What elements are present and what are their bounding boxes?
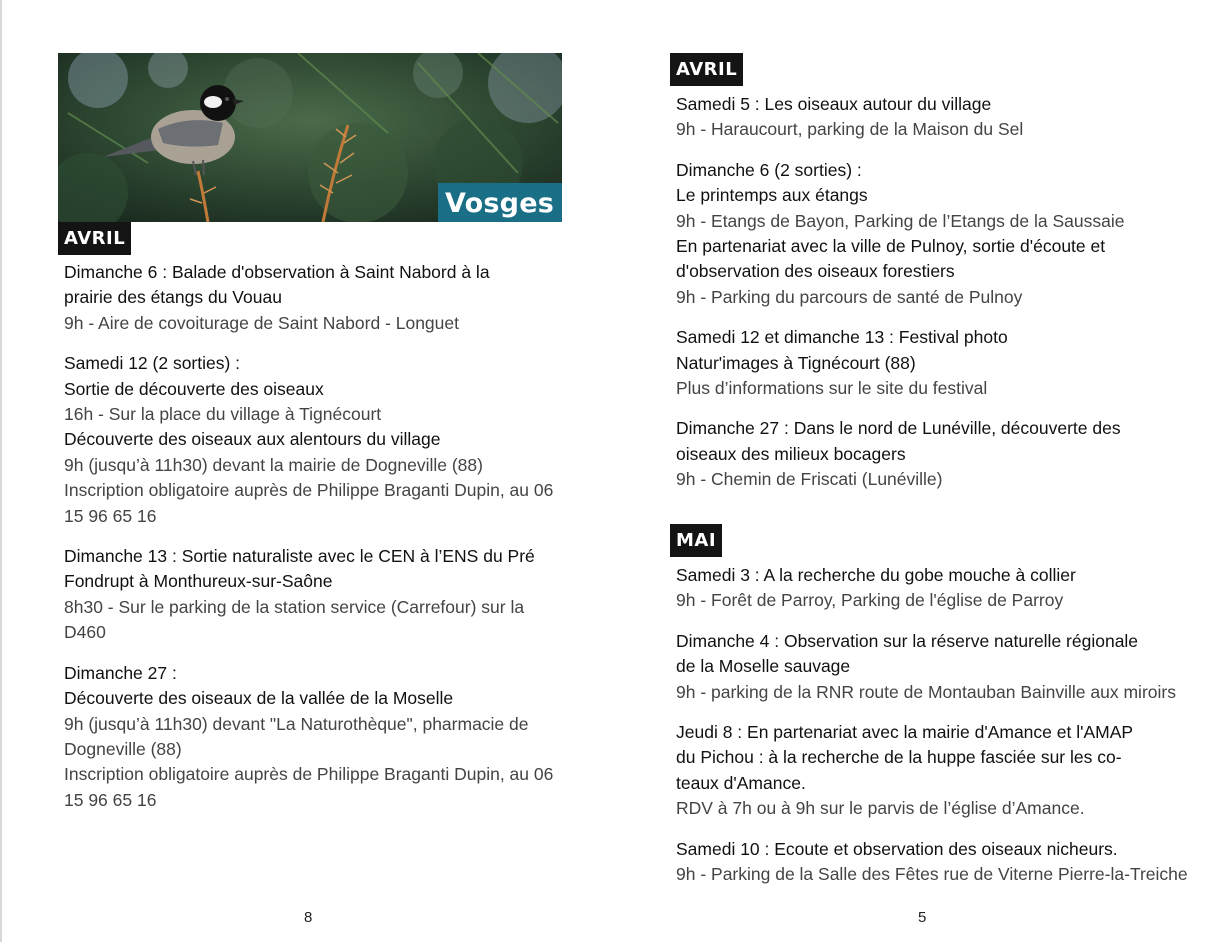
event-title-line: Dimanche 4 : Observation sur la réserve naturelle régionale xyxy=(676,630,1139,651)
event-title-line: Dimanche 6 : Balade d'observation à Saint Nabord à la xyxy=(64,262,490,282)
event-detail-line: 9h (jusqu’à 11h30) devant la mairie de Dogneville (88) xyxy=(64,454,483,475)
event-title-line: Dimanche 27 : Dans le nord de Lunéville, découverte des xyxy=(676,418,1121,439)
event-detail-line: RDV à 7h ou à 9h sur le parvis de l’église d’Amance. xyxy=(676,798,1085,819)
event-item xyxy=(64,661,554,813)
event-detail-line: 9h - parking de la RNR route de Montauban Bainville aux miroirs xyxy=(676,681,1176,702)
region-label: Vosges xyxy=(438,183,562,222)
event-detail-line: 9h - Etangs de Bayon, Parking de l’Etangs de la Saussaie xyxy=(676,210,1125,231)
event-title-line: teaux d'Amance. xyxy=(676,772,806,793)
event-item xyxy=(676,416,1196,492)
event-title-line: Le printemps aux étangs xyxy=(676,185,868,206)
event-detail-line: 9h - Parking de la Salle des Fêtes rue de Viterne Pierre-la-Treiche xyxy=(676,864,1188,885)
event-item xyxy=(676,325,1196,401)
event-item xyxy=(64,260,554,336)
month-badge-mai: MAI xyxy=(670,524,722,557)
event-title-line: Samedi 12 et dimanche 13 : Festival photo xyxy=(676,327,1008,348)
event-detail-line: 15 96 65 16 xyxy=(64,789,157,810)
event-item xyxy=(676,92,1196,143)
page-number-left: 8 xyxy=(304,909,313,926)
event-title-line: Découverte des oiseaux de la vallée de la Moselle xyxy=(64,688,454,709)
event-detail-line: 9h (jusqu’à 11h30) devant "La Naturothèque", pharmacie de xyxy=(64,713,529,734)
event-detail-line: Inscription obligatoire auprès de Philippe Braganti Dupin, au 06 xyxy=(64,480,554,501)
mai-events-list xyxy=(676,563,1206,902)
avril-events-list xyxy=(676,92,1196,508)
event-title-line: Fondrupt à Monthureux-sur-Saône xyxy=(64,571,333,592)
event-title-line: oiseaux des milieux bocagers xyxy=(676,443,906,464)
event-title-line: Dimanche 27 : xyxy=(64,662,177,683)
event-detail-line: 15 96 65 16 xyxy=(64,505,157,526)
event-title-line: Samedi 3 : A la recherche du gobe mouche à collier xyxy=(676,565,1076,585)
month-badge-avril: AVRIL xyxy=(670,53,743,86)
event-title-line: Dimanche 13 : Sortie naturaliste avec le CEN à l’ENS du Pré xyxy=(64,546,535,567)
left-events-list xyxy=(64,260,554,828)
event-item xyxy=(64,351,554,529)
event-title-line: Samedi 10 : Ecoute et observation des oiseaux nicheurs. xyxy=(676,838,1118,859)
event-item xyxy=(676,158,1196,310)
bird-photo xyxy=(58,53,562,222)
event-item xyxy=(64,544,554,646)
event-title-line: du Pichou : à la recherche de la huppe fasciée sur les co- xyxy=(676,747,1122,768)
event-detail-line: Plus d’informations sur le site du festival xyxy=(676,378,988,399)
page-number-right: 5 xyxy=(918,909,927,926)
event-item xyxy=(676,837,1206,888)
event-title-line: Natur'images à Tignécourt (88) xyxy=(676,352,916,373)
event-item xyxy=(676,629,1206,705)
event-title-line: Dimanche 6 (2 sorties) : xyxy=(676,159,862,180)
event-title-line: En partenariat avec la ville de Pulnoy, sortie d'écoute et xyxy=(676,236,1106,257)
event-title-line: Jeudi 8 : En partenariat avec la mairie d'Amance et l'AMAP xyxy=(676,722,1134,743)
event-title-line: Samedi 5 : Les oiseaux autour du village xyxy=(676,94,992,114)
event-title-line: de la Moselle sauvage xyxy=(676,656,851,677)
event-item xyxy=(676,563,1206,614)
right-page xyxy=(614,0,1227,942)
event-title-line: Découverte des oiseaux aux alentours du village xyxy=(64,429,441,450)
event-detail-line: 9h - Parking du parcours de santé de Pulnoy xyxy=(676,286,1023,307)
event-title-line: d'observation des oiseaux forestiers xyxy=(676,261,955,282)
month-badge-avril: AVRIL xyxy=(58,222,131,255)
event-detail-line: 9h - Chemin de Friscati (Lunéville) xyxy=(676,469,943,490)
event-detail-line: Inscription obligatoire auprès de Philippe Braganti Dupin, au 06 xyxy=(64,764,554,785)
event-detail-line: Dogneville (88) xyxy=(64,738,182,759)
event-item xyxy=(676,720,1206,822)
event-detail-line: 9h - Haraucourt, parking de la Maison du Sel xyxy=(676,119,1024,140)
event-title-line: Sortie de découverte des oiseaux xyxy=(64,378,324,399)
event-detail-line: D460 xyxy=(64,622,106,643)
event-detail-line: 9h - Aire de covoiturage de Saint Nabord - Longuet xyxy=(64,312,459,333)
event-detail-line: 9h - Forêt de Parroy, Parking de l'église de Parroy xyxy=(676,590,1064,611)
event-title-line: prairie des étangs du Vouau xyxy=(64,287,282,308)
event-title-line: Samedi 12 (2 sorties) : xyxy=(64,353,241,374)
event-detail-line: 8h30 - Sur le parking de la station service (Carrefour) sur la xyxy=(64,596,525,617)
event-detail-line: 16h - Sur la place du village à Tignécourt xyxy=(64,404,382,425)
